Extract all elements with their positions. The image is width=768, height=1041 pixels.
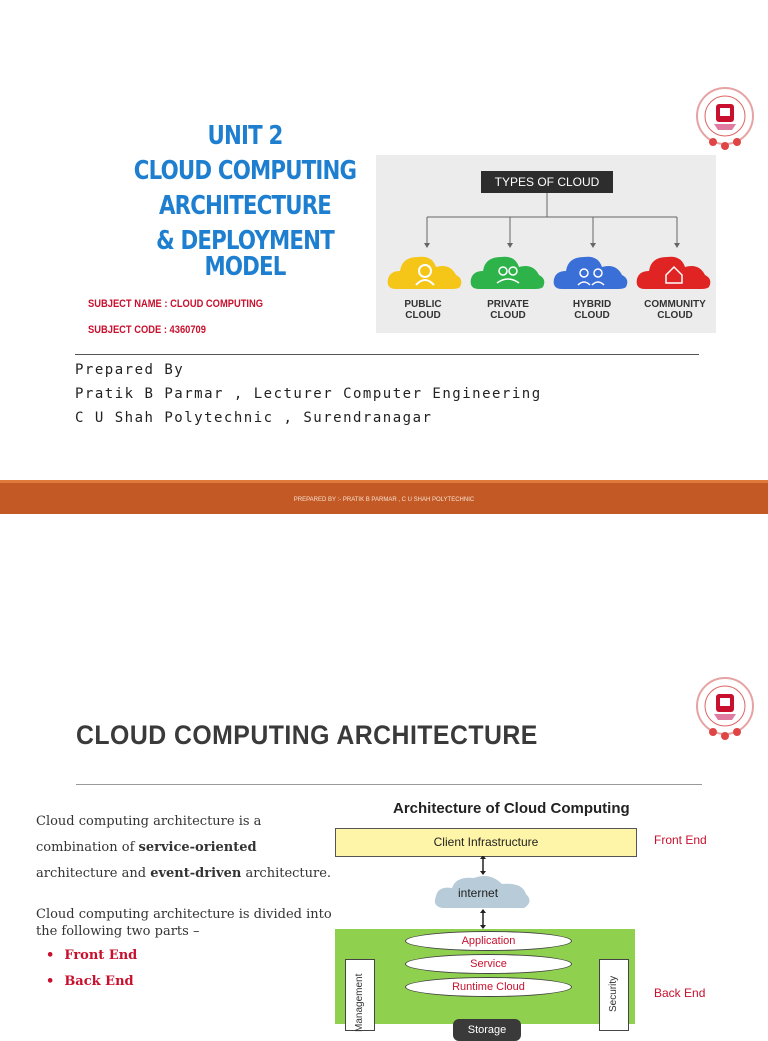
divider xyxy=(75,354,699,355)
subject-code: SUBJECT CODE : 4360709 xyxy=(88,324,206,336)
divider xyxy=(76,784,702,785)
slide-title: CLOUD COMPUTING ARCHITECTURE xyxy=(76,720,538,750)
prepared-by: Prepared By xyxy=(75,362,185,378)
community-cloud-label: COMMUNITY CLOUD xyxy=(644,299,706,321)
footer-text: PREPARED BY :- PRATIK B PARMAR , C U SHAH POLYTECHNIC xyxy=(293,497,475,503)
private-cloud-label: PRIVATE CLOUD xyxy=(487,299,529,321)
institute-line: C U Shah Polytechnic , Surendranagar xyxy=(75,410,433,426)
paragraph-2: Cloud computing architecture is divided into the following two parts – xyxy=(36,907,332,939)
layer-runtime-cloud: Runtime Cloud xyxy=(405,977,572,997)
public-cloud-label: PUBLIC CLOUD xyxy=(404,299,442,321)
hybrid-cloud-icon xyxy=(552,249,630,291)
paragraph-1: Cloud computing architecture is a combination of service-oriented architecture and event-driven architecture. xyxy=(36,814,332,881)
management-box: Management xyxy=(345,959,375,1031)
storage-box: Storage xyxy=(453,1019,521,1041)
client-infrastructure-box: Client Infrastructure xyxy=(335,828,637,857)
layer-application: Application xyxy=(405,931,572,951)
public-cloud-icon xyxy=(386,249,464,291)
bullet-front-end: • Front End xyxy=(46,948,138,963)
footer-bar xyxy=(0,480,768,516)
diagram-title: Architecture of Cloud Computing xyxy=(393,800,630,817)
unit-title: UNIT 2 xyxy=(207,121,283,151)
front-end-label: Front End xyxy=(654,833,707,847)
university-seal-logo xyxy=(694,676,756,742)
slide-1 xyxy=(0,0,768,512)
author-line: Pratik B Parmar , Lecturer Computer Engineering xyxy=(75,386,542,402)
back-end-panel xyxy=(335,929,635,1036)
private-cloud-icon xyxy=(469,249,547,291)
title-line-2: CLOUD COMPUTING xyxy=(133,156,357,186)
community-cloud-icon xyxy=(635,249,713,291)
title-line-4: & DEPLOYMENT MODEL xyxy=(156,226,334,282)
back-end-label: Back End xyxy=(654,986,706,1000)
title-line-3: ARCHITECTURE xyxy=(158,191,332,221)
internet-label: internet xyxy=(458,886,499,900)
hybrid-cloud-label: HYBRID CLOUD xyxy=(572,299,612,321)
slide-2 xyxy=(0,514,768,1036)
subject-name: SUBJECT NAME : CLOUD COMPUTING xyxy=(88,298,264,310)
university-seal-logo xyxy=(694,86,756,152)
types-of-cloud-diagram xyxy=(376,155,716,333)
layer-service: Service xyxy=(405,954,572,974)
security-box: Security xyxy=(599,959,629,1031)
types-of-cloud-root: TYPES OF CLOUD xyxy=(481,171,613,193)
bullet-back-end: • Back End xyxy=(46,974,134,989)
